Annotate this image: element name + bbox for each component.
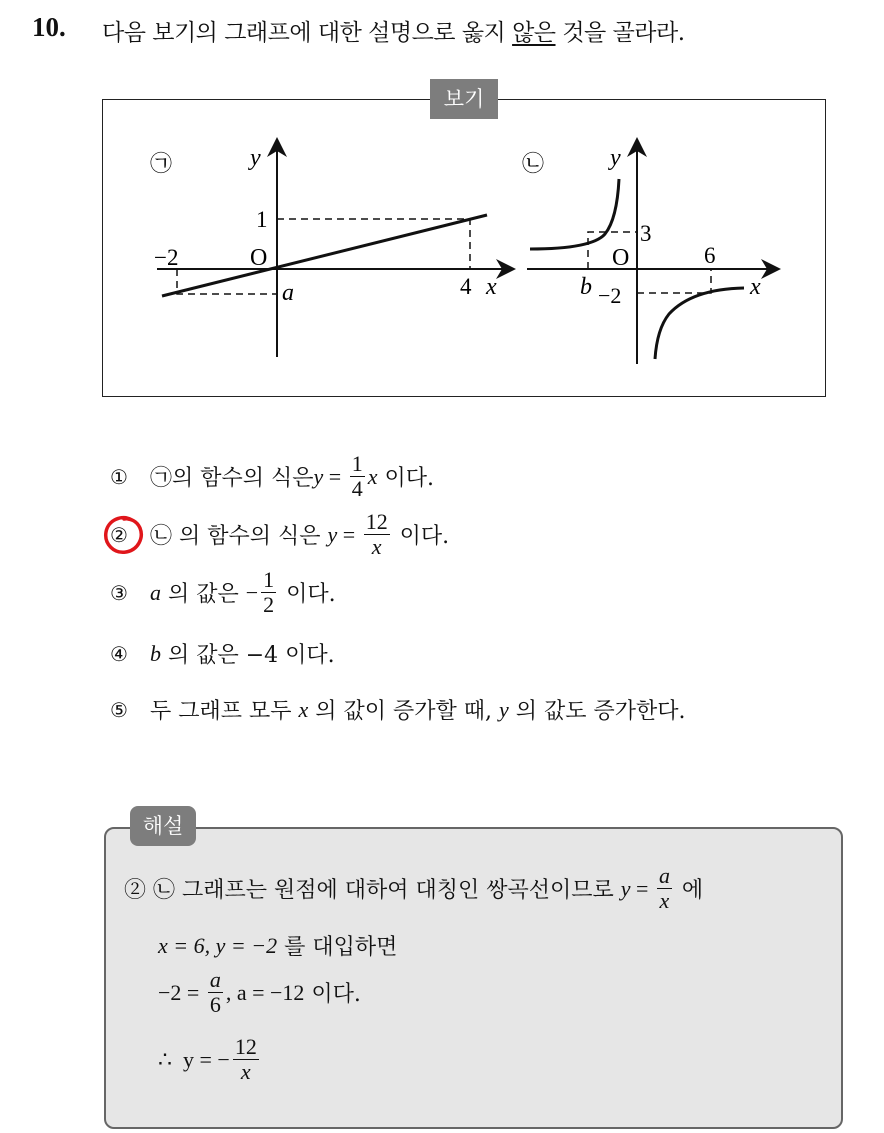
option-2-number: ② [110,522,128,547]
option-1-end: 이다. [377,466,434,492]
graph1-marker: ㉠ [150,151,173,176]
solution-line-3-fraction [208,968,223,1017]
solution-line-3-math: , a = −12 [225,979,305,1005]
option-5[interactable] [110,694,686,725]
option-1-frac-bottom: 4 [351,476,363,502]
option-3-sign: − [245,579,259,605]
graph1-tick-4: 4 [460,274,472,299]
solution-line-3 [158,968,361,1017]
option-2-end: 이다. [392,524,450,550]
solution-line-4 [158,1035,262,1084]
option-1-fraction [350,452,365,501]
solution-line-1-frac-top: a [658,863,670,888]
option-3-frac-bottom: 2 [263,592,275,618]
solution-line-4-pre: ∴ y = − [158,1046,230,1072]
solution-line-1-fraction [657,864,672,913]
option-5-text-3: 의 값도 증가한다. [508,699,686,724]
bogi-tag: 보기 [430,79,498,119]
option-5-var-y: y [499,696,509,722]
solution-line-3-frac-top: a [209,967,221,992]
graph2-label-b: b [580,274,592,300]
solution-tag: 해설 [130,806,196,846]
graph2-dash-lower [637,269,711,293]
option-5-var-x: x [298,696,309,722]
option-2-frac-bottom: x [371,534,382,560]
option-4-text: 의 값은 −4 이다. [161,643,335,668]
option-3-text: 의 값은 [161,582,246,608]
option-3-fraction [261,568,276,617]
solution-line-1-text: ② ㉡ 그래프는 원점에 대하여 대칭인 쌍곡선이므로 [124,878,621,904]
graph-2 [522,141,777,364]
graph2-curve-right [655,288,744,359]
graph2-x-label: x [750,274,761,300]
graph2-tick-neg2: −2 [598,283,622,308]
graph1-tick-1: 1 [256,207,268,232]
option-2-fraction [364,510,390,559]
option-1-var: y [313,463,324,489]
option-1-eq: = [323,463,347,489]
option-3[interactable] [110,568,336,617]
option-5-text-2: 의 값이 증가할 때, [308,699,499,724]
solution-line-3-text: 이다. [304,982,361,1008]
question-text-after: 것을 골라라. [555,20,685,46]
option-2-eq: = [337,521,361,547]
option-5-text-1: 두 그래프 모두 [150,699,299,724]
graph1-tick-neg2: −2 [154,245,179,270]
option-4-number: ④ [110,641,128,666]
graph1-line [162,215,487,296]
graph2-tick-3: 3 [640,221,652,246]
graph1-y-label: y [250,145,261,171]
graph2-y-label: y [610,145,621,171]
solution-line-4-frac-top: 12 [234,1034,257,1059]
question-number: 10. [32,12,66,42]
graph1-origin: O [250,245,268,271]
question-underlined: 않은 [512,20,556,46]
solution-line-1-frac-bottom: x [659,888,670,914]
graph1-dash-lower [177,269,277,294]
bogi-graphs [102,99,826,397]
solution-line-4-fraction [233,1035,259,1084]
solution-line-1-end: 에 [674,878,704,904]
solution-line-4-frac-bottom: x [240,1059,251,1085]
graph1-x-label: x [486,274,497,300]
graph-1 [150,141,512,357]
option-2[interactable] [110,510,449,559]
option-1-text: ㉠의 함수의 식은 [150,466,314,492]
option-4-var: b [150,640,161,666]
option-3-end: 이다. [279,582,336,608]
option-1[interactable] [110,452,434,501]
option-4[interactable] [110,638,335,669]
option-3-frac-top: 1 [263,567,275,592]
question-text [102,14,685,47]
option-3-number: ③ [110,580,128,605]
graph2-origin: O [612,245,630,271]
option-2-text: ㉡ 의 함수의 식은 [150,524,328,550]
solution-line-2 [158,930,397,961]
option-5-number: ⑤ [110,697,128,722]
solution-line-2-text: 를 대입하면 [277,935,398,960]
solution-line-3-pre: −2 = [158,979,205,1005]
solution-line-3-frac-bottom: 6 [209,992,221,1018]
graph2-tick-6: 6 [704,243,716,268]
option-1-var-x: x [367,463,378,489]
solution-line-1-var: y [620,875,631,901]
option-3-var: a [150,579,161,605]
option-2-var: y [327,521,338,547]
option-1-number: ① [110,464,128,489]
solution-line-2-math: x = 6, y = −2 [158,932,278,958]
graph2-marker: ㉡ [522,151,545,176]
solution-line-1 [124,864,703,913]
solution-line-1-eq: = [630,875,654,901]
graph1-label-a: a [282,280,294,306]
question-text-before: 다음 보기의 그래프에 대한 설명으로 옳지 [102,20,513,46]
graph2-curve-left [530,179,619,249]
option-2-frac-top: 12 [365,509,388,534]
option-1-frac-top: 1 [351,451,363,476]
